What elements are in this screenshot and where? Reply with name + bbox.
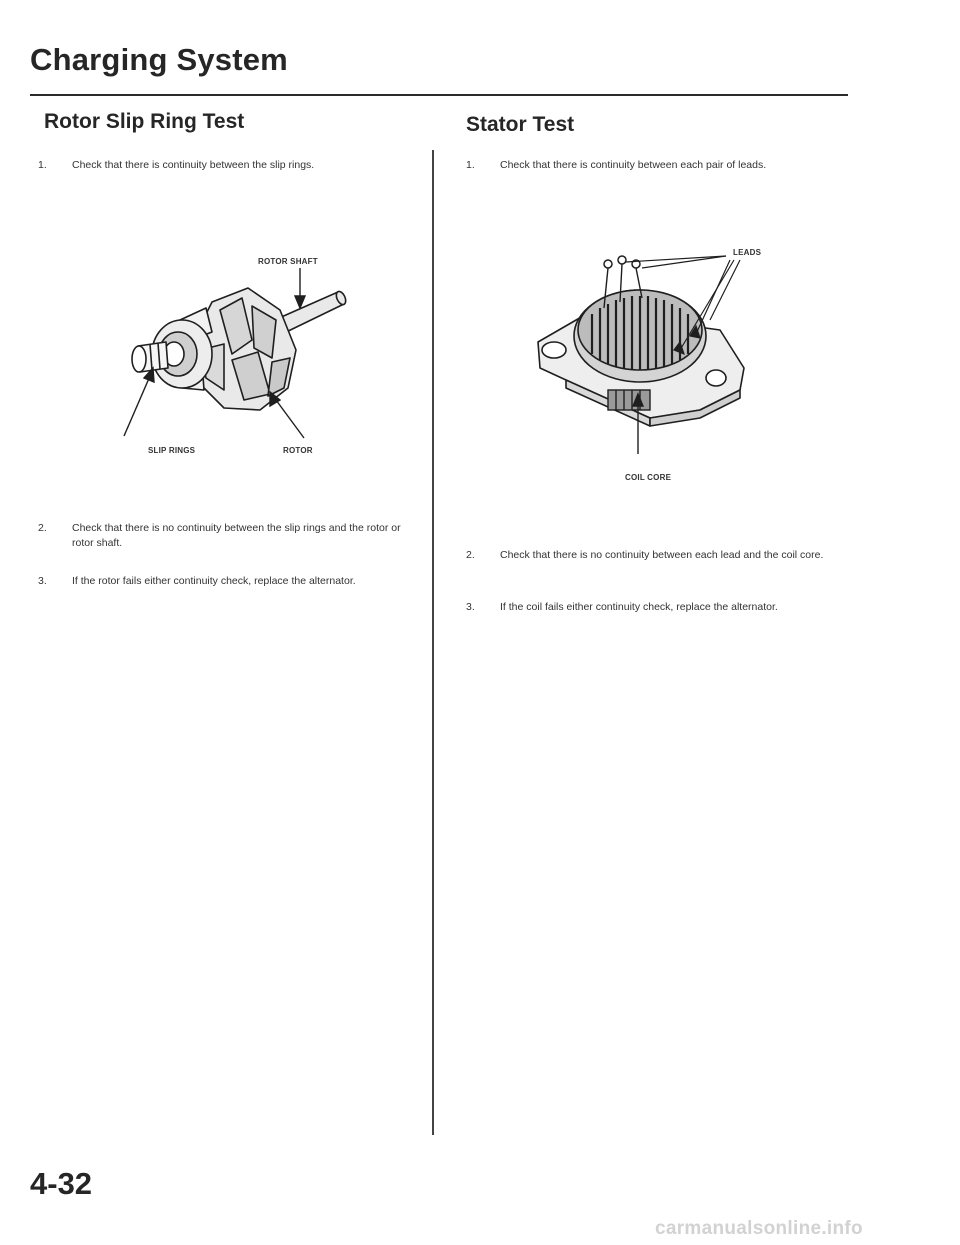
watermark: carmanualsonline.info <box>655 1218 863 1239</box>
page-number: 4-32 <box>30 1166 93 1201</box>
left-step-2 <box>38 521 418 551</box>
slip-rings-label: SLIP RINGS <box>148 446 196 455</box>
left-step-1-number: 1. <box>38 159 47 171</box>
right-step-2-text: Check that there is no continuity between each lead and the coil core. <box>500 549 824 561</box>
title-rule <box>30 94 848 96</box>
right-step-1 <box>466 158 846 173</box>
rotor-slip-ring-test-title: Rotor Slip Ring Test <box>44 110 245 133</box>
stator-test-title: Stator Test <box>466 113 575 136</box>
left-step-1 <box>38 158 418 173</box>
left-step-3-number: 3. <box>38 575 47 587</box>
left-step-3 <box>38 574 418 589</box>
coil-core-label: COIL CORE <box>625 473 672 482</box>
rotor-shaft-label: ROTOR SHAFT <box>258 257 318 266</box>
page-title: Charging System <box>30 42 288 77</box>
left-step-2-text: Check that there is no continuity between the slip rings and the rotor or rotor shaft. <box>72 522 401 549</box>
leads-label: LEADS <box>733 248 762 257</box>
right-step-2 <box>466 548 846 563</box>
right-step-1-text: Check that there is continuity between each pair of leads. <box>500 159 767 171</box>
right-step-2-number: 2. <box>466 549 475 561</box>
column-divider <box>432 150 434 1135</box>
left-step-1-text: Check that there is continuity between the slip rings. <box>72 159 315 171</box>
right-step-3-text: If the coil fails either continuity check, replace the alternator. <box>500 601 778 613</box>
stator-illustration <box>530 250 760 470</box>
right-step-1-number: 1. <box>466 159 475 171</box>
rotor-label: ROTOR <box>283 446 313 455</box>
rotor-illustration <box>120 250 350 460</box>
left-step-2-number: 2. <box>38 522 47 534</box>
right-step-3-number: 3. <box>466 601 475 613</box>
left-step-3-text: If the rotor fails either continuity check, replace the alternator. <box>72 575 356 587</box>
right-step-3 <box>466 600 846 615</box>
